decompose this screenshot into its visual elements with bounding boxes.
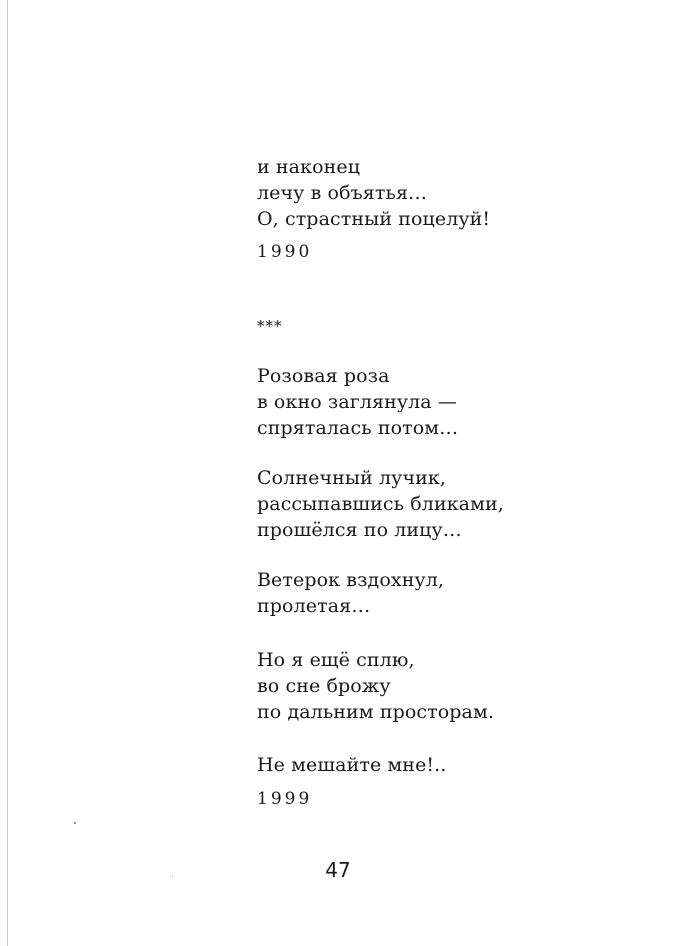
poem-year: 1999 (257, 789, 313, 809)
poem-line: Но я ещё сплю, (257, 649, 415, 671)
poem-line: пролетая… (257, 595, 371, 617)
poem-line: Розовая роза (257, 365, 390, 387)
scan-speck (172, 876, 173, 877)
poem-line: Солнечный лучик, (257, 467, 446, 489)
poem-line: лечу в объятья… (257, 182, 428, 204)
page-edge-line (7, 0, 8, 946)
poem-line: Не мешайте мне!.. (257, 754, 447, 776)
poem-separator: *** (257, 317, 283, 335)
scan-speck (74, 822, 76, 824)
poem-line: и наконец (257, 156, 361, 178)
poem-year: 1990 (257, 242, 313, 262)
poem-line: О, страстный поцелуй! (257, 208, 491, 230)
poem-line: рассыпавшись бликами, (257, 493, 504, 515)
poem-line: во сне брожу (257, 675, 391, 697)
page-number: 47 (325, 858, 351, 882)
poem-line: спряталась потом… (257, 417, 459, 439)
poem-line: в окно заглянула — (257, 391, 457, 413)
poem-line: прошёлся по лицу… (257, 519, 462, 541)
poem-line: Ветерок вздохнул, (257, 569, 445, 591)
poem-line: по дальним просторам. (257, 701, 494, 723)
